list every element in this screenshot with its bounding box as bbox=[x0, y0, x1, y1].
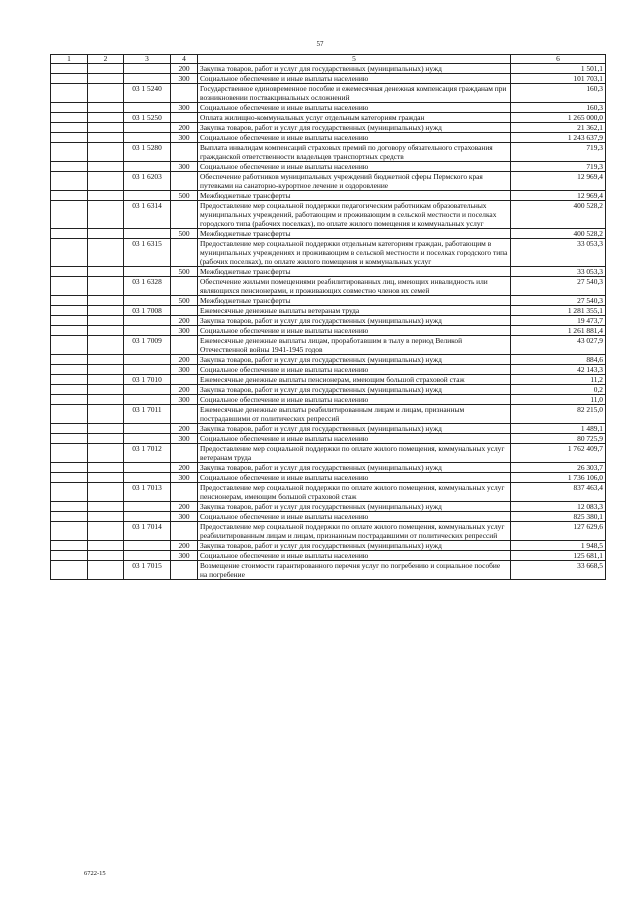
expense-type-cell: 300 bbox=[171, 551, 198, 561]
amount-cell: 1 265 000,0 bbox=[511, 113, 606, 123]
description-cell: Закупка товаров, работ и услуг для государственных (муниципальных) нужд bbox=[198, 64, 511, 74]
cell-col-2 bbox=[88, 522, 124, 541]
cell-col-2 bbox=[88, 113, 124, 123]
target-code-cell: 03 1 7014 bbox=[124, 522, 171, 541]
description-cell: Социальное обеспечение и иные выплаты населению bbox=[198, 365, 511, 375]
table-row bbox=[51, 103, 606, 113]
table-row bbox=[51, 133, 606, 143]
description-cell: Социальное обеспечение и иные выплаты населению bbox=[198, 551, 511, 561]
cell-col-2 bbox=[88, 267, 124, 277]
amount-cell: 27 540,3 bbox=[511, 296, 606, 306]
amount-cell: 33 053,3 bbox=[511, 267, 606, 277]
cell-col-2 bbox=[88, 473, 124, 483]
expense-type-cell bbox=[171, 201, 198, 229]
cell-col-1 bbox=[51, 162, 88, 172]
target-code-cell: 03 1 7008 bbox=[124, 306, 171, 316]
target-code-cell bbox=[124, 395, 171, 405]
amount-cell: 26 303,7 bbox=[511, 463, 606, 473]
amount-cell: 1 243 637,9 bbox=[511, 133, 606, 143]
description-cell: Оплата жилищно-коммунальных услуг отдельным категориям граждан bbox=[198, 113, 511, 123]
cell-col-1 bbox=[51, 502, 88, 512]
expense-type-cell bbox=[171, 561, 198, 580]
amount-cell: 11,2 bbox=[511, 375, 606, 385]
target-code-cell bbox=[124, 316, 171, 326]
target-code-cell bbox=[124, 74, 171, 84]
description-cell: Закупка товаров, работ и услуг для государственных (муниципальных) нужд bbox=[198, 385, 511, 395]
expense-type-cell: 200 bbox=[171, 316, 198, 326]
target-code-cell: 03 1 7013 bbox=[124, 483, 171, 502]
table-row bbox=[51, 84, 606, 103]
amount-cell: 127 629,6 bbox=[511, 522, 606, 541]
table-row bbox=[51, 229, 606, 239]
description-cell: Обеспечение работников муниципальных учреждений бюджетной сферы Пермского края путевками на санаторно-курортное лечение и оздоровление bbox=[198, 172, 511, 191]
cell-col-2 bbox=[88, 84, 124, 103]
cell-col-1 bbox=[51, 355, 88, 365]
expense-type-cell: 300 bbox=[171, 133, 198, 143]
target-code-cell: 03 1 5240 bbox=[124, 84, 171, 103]
cell-col-2 bbox=[88, 74, 124, 84]
expense-type-cell: 200 bbox=[171, 541, 198, 551]
description-cell: Выплата инвалидам компенсаций страховых премий по договору обязательного страхования гражданской ответственности владельцев транспортных средств bbox=[198, 143, 511, 162]
cell-col-2 bbox=[88, 444, 124, 463]
amount-cell: 21 362,1 bbox=[511, 123, 606, 133]
cell-col-2 bbox=[88, 123, 124, 133]
description-cell: Закупка товаров, работ и услуг для государственных (муниципальных) нужд bbox=[198, 502, 511, 512]
expense-type-cell: 500 bbox=[171, 191, 198, 201]
amount-cell: 825 380,1 bbox=[511, 512, 606, 522]
amount-cell: 1 261 881,4 bbox=[511, 326, 606, 336]
expense-type-cell: 300 bbox=[171, 365, 198, 375]
target-code-cell bbox=[124, 365, 171, 375]
cell-col-2 bbox=[88, 143, 124, 162]
cell-col-2 bbox=[88, 326, 124, 336]
cell-col-1 bbox=[51, 375, 88, 385]
cell-col-1 bbox=[51, 541, 88, 551]
cell-col-1 bbox=[51, 123, 88, 133]
cell-col-2 bbox=[88, 405, 124, 424]
cell-col-2 bbox=[88, 229, 124, 239]
description-cell: Закупка товаров, работ и услуг для государственных (муниципальных) нужд bbox=[198, 355, 511, 365]
cell-col-1 bbox=[51, 103, 88, 113]
expense-type-cell: 500 bbox=[171, 296, 198, 306]
cell-col-1 bbox=[51, 191, 88, 201]
expense-type-cell bbox=[171, 143, 198, 162]
expense-type-cell bbox=[171, 336, 198, 355]
table-row bbox=[51, 365, 606, 375]
amount-cell: 12 969,4 bbox=[511, 172, 606, 191]
cell-col-2 bbox=[88, 375, 124, 385]
description-cell: Ежемесячные денежные выплаты лицам, проработавшим в тылу в период Великой Отечественной войны 1941-1945 годов bbox=[198, 336, 511, 355]
target-code-cell bbox=[124, 296, 171, 306]
target-code-cell: 03 1 7012 bbox=[124, 444, 171, 463]
table-row bbox=[51, 551, 606, 561]
header-col-5: 5 bbox=[198, 55, 511, 64]
cell-col-1 bbox=[51, 143, 88, 162]
description-cell: Закупка товаров, работ и услуг для государственных (муниципальных) нужд bbox=[198, 123, 511, 133]
cell-col-2 bbox=[88, 239, 124, 267]
description-cell: Межбюджетные трансферты bbox=[198, 191, 511, 201]
table-row bbox=[51, 277, 606, 296]
cell-col-1 bbox=[51, 74, 88, 84]
cell-col-2 bbox=[88, 191, 124, 201]
table-row bbox=[51, 444, 606, 463]
amount-cell: 1 762 409,7 bbox=[511, 444, 606, 463]
amount-cell: 1 489,1 bbox=[511, 424, 606, 434]
description-cell: Возмещение стоимости гарантированного перечня услуг по погребению и социальное пособие на погребение bbox=[198, 561, 511, 580]
expense-type-cell: 300 bbox=[171, 326, 198, 336]
amount-cell: 101 703,1 bbox=[511, 74, 606, 84]
target-code-cell bbox=[124, 385, 171, 395]
target-code-cell: 03 1 5280 bbox=[124, 143, 171, 162]
cell-col-1 bbox=[51, 444, 88, 463]
amount-cell: 11,0 bbox=[511, 395, 606, 405]
description-cell: Предоставление мер социальной поддержки по оплате жилого помещения, коммунальных услуг ветеранам труда bbox=[198, 444, 511, 463]
table-row bbox=[51, 74, 606, 84]
description-cell: Социальное обеспечение и иные выплаты населению bbox=[198, 473, 511, 483]
cell-col-1 bbox=[51, 316, 88, 326]
cell-col-2 bbox=[88, 424, 124, 434]
description-cell: Межбюджетные трансферты bbox=[198, 267, 511, 277]
budget-table bbox=[50, 54, 606, 580]
expense-type-cell: 300 bbox=[171, 103, 198, 113]
target-code-cell: 03 1 7011 bbox=[124, 405, 171, 424]
amount-cell: 837 463,4 bbox=[511, 483, 606, 502]
cell-col-2 bbox=[88, 133, 124, 143]
description-cell: Государственное единовременное пособие и ежемесячная денежная компенсация гражданам при возникновении поствакцинальных осложнений bbox=[198, 84, 511, 103]
expense-type-cell: 200 bbox=[171, 463, 198, 473]
expense-type-cell: 200 bbox=[171, 355, 198, 365]
amount-cell: 27 540,3 bbox=[511, 277, 606, 296]
description-cell: Социальное обеспечение и иные выплаты населению bbox=[198, 74, 511, 84]
amount-cell: 1 281 355,1 bbox=[511, 306, 606, 316]
amount-cell: 42 143,3 bbox=[511, 365, 606, 375]
cell-col-1 bbox=[51, 172, 88, 191]
header-col-2: 2 bbox=[88, 55, 124, 64]
header-col-6: 6 bbox=[511, 55, 606, 64]
cell-col-1 bbox=[51, 84, 88, 103]
target-code-cell: 03 1 7015 bbox=[124, 561, 171, 580]
target-code-cell bbox=[124, 424, 171, 434]
table-row bbox=[51, 296, 606, 306]
description-cell: Предоставление мер социальной поддержки по оплате жилого помещения, коммунальных услуг реабилитированным лицам и лицам, признанным пострадавшими от политических репрессий bbox=[198, 522, 511, 541]
target-code-cell bbox=[124, 551, 171, 561]
description-cell: Социальное обеспечение и иные выплаты населению bbox=[198, 326, 511, 336]
cell-col-2 bbox=[88, 483, 124, 502]
description-cell: Социальное обеспечение и иные выплаты населению bbox=[198, 103, 511, 113]
target-code-cell: 03 1 6328 bbox=[124, 277, 171, 296]
description-cell: Социальное обеспечение и иные выплаты населению bbox=[198, 162, 511, 172]
table-body bbox=[51, 64, 606, 580]
target-code-cell bbox=[124, 541, 171, 551]
expense-type-cell bbox=[171, 113, 198, 123]
cell-col-2 bbox=[88, 512, 124, 522]
target-code-cell bbox=[124, 326, 171, 336]
cell-col-1 bbox=[51, 133, 88, 143]
cell-col-1 bbox=[51, 306, 88, 316]
table-row bbox=[51, 502, 606, 512]
cell-col-2 bbox=[88, 162, 124, 172]
target-code-cell bbox=[124, 473, 171, 483]
description-cell: Социальное обеспечение и иные выплаты населению bbox=[198, 434, 511, 444]
target-code-cell bbox=[124, 133, 171, 143]
table-row bbox=[51, 326, 606, 336]
target-code-cell bbox=[124, 64, 171, 74]
expense-type-cell: 500 bbox=[171, 229, 198, 239]
cell-col-1 bbox=[51, 201, 88, 229]
table-row bbox=[51, 405, 606, 424]
cell-col-1 bbox=[51, 277, 88, 296]
amount-cell: 33 053,3 bbox=[511, 239, 606, 267]
amount-cell: 160,3 bbox=[511, 84, 606, 103]
expense-type-cell: 200 bbox=[171, 64, 198, 74]
cell-col-1 bbox=[51, 239, 88, 267]
expense-type-cell: 300 bbox=[171, 434, 198, 444]
target-code-cell: 03 1 6314 bbox=[124, 201, 171, 229]
cell-col-1 bbox=[51, 296, 88, 306]
description-cell: Ежемесячные денежные выплаты пенсионерам, имеющим большой страховой стаж bbox=[198, 375, 511, 385]
expense-type-cell bbox=[171, 405, 198, 424]
expense-type-cell: 200 bbox=[171, 123, 198, 133]
table-row bbox=[51, 162, 606, 172]
expense-type-cell: 300 bbox=[171, 512, 198, 522]
expense-type-cell bbox=[171, 306, 198, 316]
description-cell: Социальное обеспечение и иные выплаты населению bbox=[198, 512, 511, 522]
cell-col-1 bbox=[51, 551, 88, 561]
cell-col-2 bbox=[88, 316, 124, 326]
description-cell: Закупка товаров, работ и услуг для государственных (муниципальных) нужд bbox=[198, 463, 511, 473]
target-code-cell: 03 1 6315 bbox=[124, 239, 171, 267]
expense-type-cell: 200 bbox=[171, 502, 198, 512]
amount-cell: 400 528,2 bbox=[511, 229, 606, 239]
table-header-row bbox=[51, 55, 606, 64]
table-row bbox=[51, 424, 606, 434]
expense-type-cell: 200 bbox=[171, 385, 198, 395]
target-code-cell bbox=[124, 502, 171, 512]
table-row bbox=[51, 123, 606, 133]
description-cell: Закупка товаров, работ и услуг для государственных (муниципальных) нужд bbox=[198, 316, 511, 326]
cell-col-1 bbox=[51, 385, 88, 395]
cell-col-1 bbox=[51, 113, 88, 123]
amount-cell: 43 027,9 bbox=[511, 336, 606, 355]
table-row bbox=[51, 113, 606, 123]
expense-type-cell bbox=[171, 375, 198, 385]
footer-code: 6722-15 bbox=[84, 870, 106, 877]
expense-type-cell: 300 bbox=[171, 74, 198, 84]
cell-col-1 bbox=[51, 522, 88, 541]
table-row bbox=[51, 434, 606, 444]
cell-col-1 bbox=[51, 561, 88, 580]
cell-col-2 bbox=[88, 561, 124, 580]
amount-cell: 884,6 bbox=[511, 355, 606, 365]
table-row bbox=[51, 316, 606, 326]
description-cell: Межбюджетные трансферты bbox=[198, 229, 511, 239]
description-cell: Ежемесячные денежные выплаты ветеранам труда bbox=[198, 306, 511, 316]
target-code-cell bbox=[124, 162, 171, 172]
cell-col-2 bbox=[88, 103, 124, 113]
cell-col-2 bbox=[88, 365, 124, 375]
cell-col-1 bbox=[51, 64, 88, 74]
table-row bbox=[51, 267, 606, 277]
target-code-cell bbox=[124, 123, 171, 133]
amount-cell: 1 501,1 bbox=[511, 64, 606, 74]
description-cell: Предоставление мер социальной поддержки отдельным категориям граждан, работающим в муниципальных учреждениях и проживающим в сельской местности и поселках городского типа (рабочих поселках), по оплате жилого помещения и коммунальных услуг bbox=[198, 239, 511, 267]
expense-type-cell bbox=[171, 277, 198, 296]
table-row bbox=[51, 201, 606, 229]
page-number: 57 bbox=[316, 40, 324, 48]
cell-col-2 bbox=[88, 395, 124, 405]
cell-col-1 bbox=[51, 326, 88, 336]
cell-col-1 bbox=[51, 395, 88, 405]
amount-cell: 19 473,7 bbox=[511, 316, 606, 326]
cell-col-2 bbox=[88, 172, 124, 191]
description-cell: Закупка товаров, работ и услуг для государственных (муниципальных) нужд bbox=[198, 541, 511, 551]
expense-type-cell bbox=[171, 84, 198, 103]
table-row bbox=[51, 375, 606, 385]
description-cell: Предоставление мер социальной поддержки по оплате жилого помещения, коммунальных услуг пенсионерам, имеющим большой страховой стаж bbox=[198, 483, 511, 502]
cell-col-2 bbox=[88, 434, 124, 444]
table-row bbox=[51, 473, 606, 483]
expense-type-cell bbox=[171, 172, 198, 191]
cell-col-2 bbox=[88, 201, 124, 229]
cell-col-1 bbox=[51, 424, 88, 434]
cell-col-1 bbox=[51, 267, 88, 277]
cell-col-1 bbox=[51, 365, 88, 375]
amount-cell: 80 725,9 bbox=[511, 434, 606, 444]
target-code-cell bbox=[124, 512, 171, 522]
description-cell: Предоставление мер социальной поддержки педагогическим работникам образовательных муниципальных учреждений, работающим и проживающим в сельской местности и поселках городского типа (рабочих поселках), по оплате жилого помещения и коммунальных услуг bbox=[198, 201, 511, 229]
expense-type-cell: 300 bbox=[171, 395, 198, 405]
cell-col-1 bbox=[51, 405, 88, 424]
table-row bbox=[51, 561, 606, 580]
expense-type-cell bbox=[171, 483, 198, 502]
description-cell: Обеспечение жилыми помещениями реабилитированных лиц, имеющих инвалидность или являющихся пенсионерами, и проживающих совместно членов их семей bbox=[198, 277, 511, 296]
target-code-cell: 03 1 7010 bbox=[124, 375, 171, 385]
table-row bbox=[51, 522, 606, 541]
table-row bbox=[51, 336, 606, 355]
target-code-cell bbox=[124, 355, 171, 365]
expense-type-cell bbox=[171, 444, 198, 463]
header-col-4: 4 bbox=[171, 55, 198, 64]
description-cell: Социальное обеспечение и иные выплаты населению bbox=[198, 395, 511, 405]
table-row bbox=[51, 239, 606, 267]
description-cell: Межбюджетные трансферты bbox=[198, 296, 511, 306]
table-row bbox=[51, 172, 606, 191]
table-row bbox=[51, 306, 606, 316]
cell-col-2 bbox=[88, 502, 124, 512]
target-code-cell: 03 1 7009 bbox=[124, 336, 171, 355]
target-code-cell bbox=[124, 434, 171, 444]
table-row bbox=[51, 355, 606, 365]
table-row bbox=[51, 463, 606, 473]
target-code-cell bbox=[124, 463, 171, 473]
target-code-cell: 03 1 6203 bbox=[124, 172, 171, 191]
expense-type-cell bbox=[171, 522, 198, 541]
table-row bbox=[51, 541, 606, 551]
cell-col-1 bbox=[51, 512, 88, 522]
description-cell: Социальное обеспечение и иные выплаты населению bbox=[198, 133, 511, 143]
amount-cell: 33 668,5 bbox=[511, 561, 606, 580]
amount-cell: 82 215,0 bbox=[511, 405, 606, 424]
amount-cell: 1 948,5 bbox=[511, 541, 606, 551]
header-col-3: 3 bbox=[124, 55, 171, 64]
amount-cell: 125 681,1 bbox=[511, 551, 606, 561]
amount-cell: 12 969,4 bbox=[511, 191, 606, 201]
cell-col-2 bbox=[88, 541, 124, 551]
target-code-cell: 03 1 5250 bbox=[124, 113, 171, 123]
cell-col-2 bbox=[88, 355, 124, 365]
expense-type-cell: 300 bbox=[171, 162, 198, 172]
amount-cell: 12 083,3 bbox=[511, 502, 606, 512]
description-cell: Закупка товаров, работ и услуг для государственных (муниципальных) нужд bbox=[198, 424, 511, 434]
cell-col-1 bbox=[51, 336, 88, 355]
amount-cell: 719,3 bbox=[511, 143, 606, 162]
cell-col-1 bbox=[51, 434, 88, 444]
amount-cell: 160,3 bbox=[511, 103, 606, 113]
amount-cell: 1 736 106,0 bbox=[511, 473, 606, 483]
amount-cell: 400 528,2 bbox=[511, 201, 606, 229]
expense-type-cell bbox=[171, 239, 198, 267]
cell-col-1 bbox=[51, 483, 88, 502]
table-row bbox=[51, 483, 606, 502]
target-code-cell bbox=[124, 229, 171, 239]
amount-cell: 0,2 bbox=[511, 385, 606, 395]
table-row bbox=[51, 64, 606, 74]
cell-col-1 bbox=[51, 229, 88, 239]
cell-col-2 bbox=[88, 551, 124, 561]
cell-col-2 bbox=[88, 296, 124, 306]
cell-col-2 bbox=[88, 385, 124, 395]
expense-type-cell: 300 bbox=[171, 473, 198, 483]
expense-type-cell: 500 bbox=[171, 267, 198, 277]
cell-col-2 bbox=[88, 463, 124, 473]
table-row bbox=[51, 143, 606, 162]
target-code-cell bbox=[124, 191, 171, 201]
header-col-1: 1 bbox=[51, 55, 88, 64]
target-code-cell bbox=[124, 103, 171, 113]
expense-type-cell: 200 bbox=[171, 424, 198, 434]
amount-cell: 719,3 bbox=[511, 162, 606, 172]
table-row bbox=[51, 191, 606, 201]
table-row bbox=[51, 385, 606, 395]
description-cell: Ежемесячные денежные выплаты реабилитированным лицам и лицам, признанным пострадавшими от политических репрессий bbox=[198, 405, 511, 424]
cell-col-2 bbox=[88, 64, 124, 74]
table-row bbox=[51, 512, 606, 522]
cell-col-2 bbox=[88, 336, 124, 355]
cell-col-2 bbox=[88, 306, 124, 316]
cell-col-1 bbox=[51, 473, 88, 483]
cell-col-1 bbox=[51, 463, 88, 473]
table-row bbox=[51, 395, 606, 405]
target-code-cell bbox=[124, 267, 171, 277]
cell-col-2 bbox=[88, 277, 124, 296]
